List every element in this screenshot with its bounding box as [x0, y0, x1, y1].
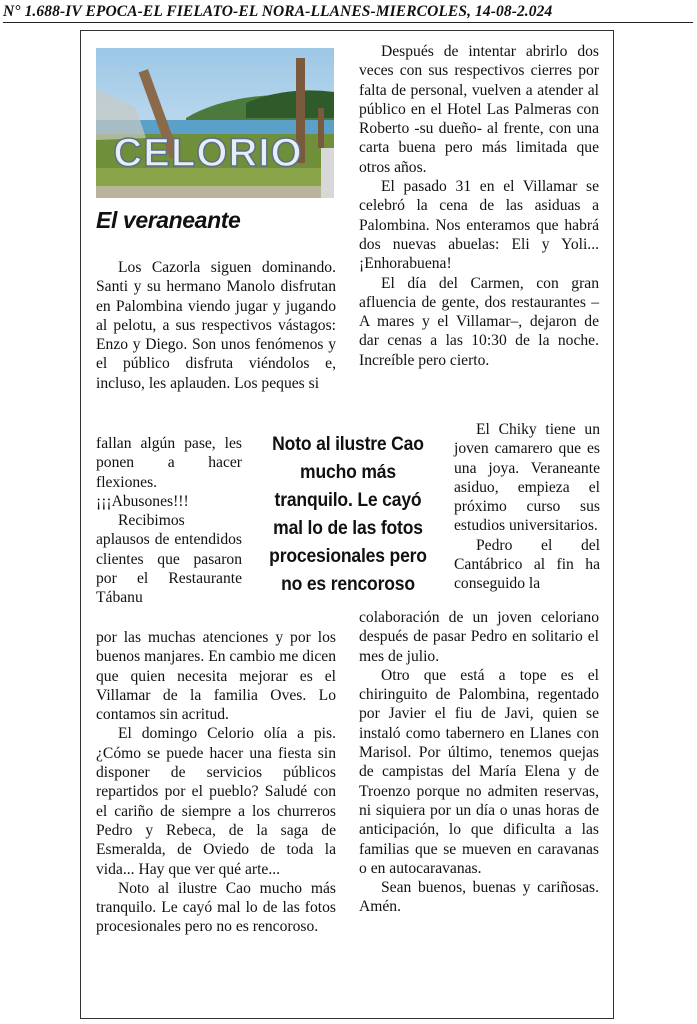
svg-text:CELORIO: CELORIO: [113, 131, 303, 175]
celorio-photo: [96, 48, 334, 198]
right-column-top: [359, 42, 599, 370]
header-rule: [3, 22, 693, 23]
paragraph: Sean buenos, buenas y cariñosas. Amén.: [359, 879, 599, 916]
paragraph: Después de intentar abrirlo dos veces con sus respectivos cierres por falta de personal, vuelven a atender al público en el Hotel Las Palmeras con Roberto -su dueño- al frente, con una carta buena pero más limitada que otros años.: [359, 43, 599, 176]
paragraph: Pedro el del Cantábrico al fin ha conseguido la: [454, 536, 600, 593]
right-column-bottom: [359, 608, 599, 917]
paragraph: Recibimos aplausos de entendidos clientes que pasaron por el Restaurante Tábanu: [96, 512, 242, 607]
right-column-narrow: [454, 420, 600, 594]
paragraph: colaboración de un joven celoriano después de pasar Pedro en solitario el mes de julio.: [359, 609, 599, 665]
article-title: El veraneante: [96, 207, 241, 233]
paragraph: El día del Carmen, con gran afluencia de gente, dos restaurantes –A mares y el Villamar–, dejaron de dar cenas a las 10:30 de la noche. Increíble pero cierto.: [359, 274, 599, 369]
paragraph: Noto al ilustre Cao mucho más tranquilo. Le cayó mal lo de las fotos procesionales pero no es rencoroso.: [96, 879, 336, 936]
left-column-top: [96, 258, 336, 393]
left-column-narrow: [96, 434, 242, 608]
paragraph: por las muchas atenciones y por los buenos manjares. En cambio me dicen que quien necesita mejorar es el Villamar de la familia Oves. Lo contamos sin acritud.: [96, 629, 336, 724]
pull-quote: Noto al ilustre Cao mucho más tranquilo. Le cayó mal lo de las fotos procesionales pero no es rencoroso: [269, 433, 427, 595]
paragraph: Otro que está a tope es el chiringuito de Palombina, regentado por Javier el fiu de Javi, quien se instaló como tabernero en Llanes con Marisol. Por último, tenemos quejas de campistas del María Elena y de Troenzo porque no admiten reservas, ni siquiera por un día o unas horas de anticipación, lo que dificulta a las familias que se mueven en caravanas o en autocaravanas.: [359, 666, 599, 877]
paragraph: El Chiky tiene un joven camarero que es una joya. Veraneante asiduo, empieza el próximo curso sus estudios universitarios.: [454, 421, 600, 535]
paragraph: Los Cazorla siguen dominando. Santi y su hermano Manolo disfrutan en Palombina viendo jugar y jugando al pelotu, a sus respectivos vástagos: Enzo y Diego. Son unos fenómenos y el público disfruta viéndolos e, incluso, les aplauden. Los peques si: [96, 259, 336, 392]
paragraph: El pasado 31 en el Villamar se celebró la cena de las asiduas a Palombina. Nos enteramos que habrá dos nuevas abuelas: Eli y Yoli... ¡Enhorabuena!: [359, 178, 599, 273]
newspaper-header: N° 1.688-IV EPOCA-EL FIELATO-EL NORA-LLANES-MIERCOLES, 14-08-2.024: [3, 3, 553, 20]
paragraph: fallan algún pase, les ponen a hacer flexiones.¡¡¡Abusones!!!: [96, 435, 242, 510]
left-column-bottom: [96, 628, 336, 937]
celorio-sign-image: [96, 48, 334, 198]
paragraph: El domingo Celorio olía a pis. ¿Cómo se puede hacer una fiesta sin disponer de servicios públicos repartidos por el pueblo? Saludé con el cariño de siempre a los churreros Pedro y Rebeca, de la saga de Esmeralda, de Oviedo de toda la vida... Hay que ver qué arte...: [96, 725, 336, 878]
